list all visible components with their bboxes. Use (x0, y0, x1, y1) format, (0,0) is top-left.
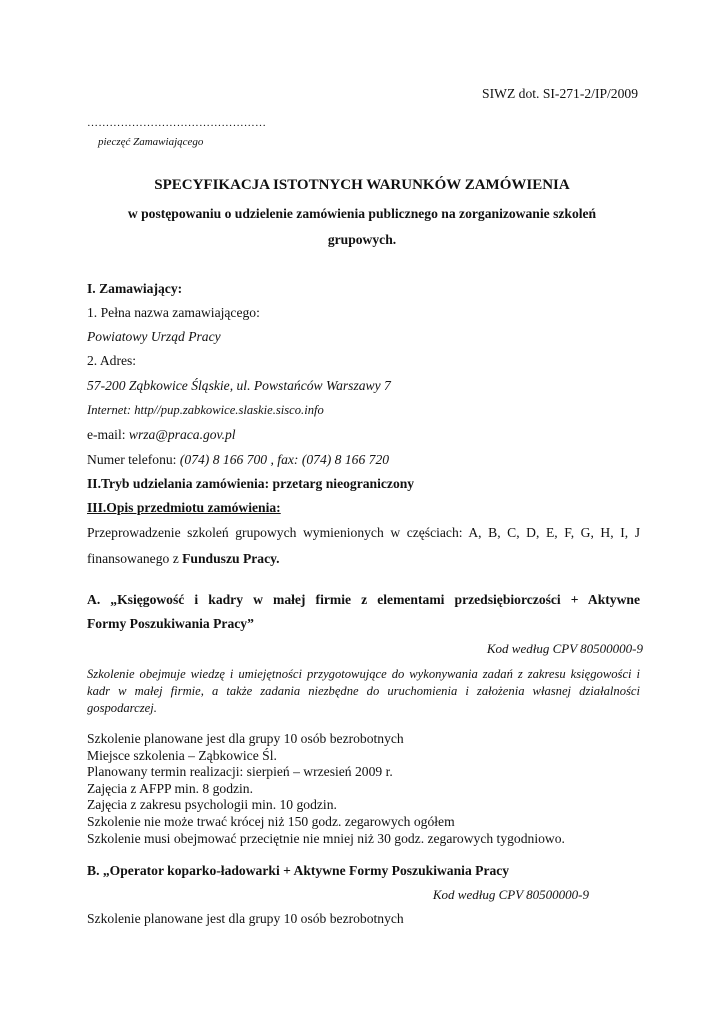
part-b-cpv-code: Kod według CPV 80500000-9 (432, 887, 589, 902)
section-3-intro-line1: Przeprowadzenie szkoleń grupowych wymienionych w częściach: A, B, C, D, E, F, G, H, I, J (87, 525, 640, 540)
phone-line (87, 452, 389, 468)
stamp-label: pieczęć Zamawiającego (98, 136, 204, 148)
email-line (87, 427, 236, 443)
email-value: wrza@praca.gov.pl (128, 427, 236, 442)
phone-label: Numer telefonu: (87, 452, 180, 467)
part-a-detail: Zajęcia z zakresu psychologii min. 10 godzin. (87, 797, 337, 813)
section-3-intro-line2 (87, 551, 280, 567)
address-value: 57-200 Ząbkowice Śląskie, ul. Powstańców Warszawy 7 (87, 378, 391, 393)
email-label: e-mail: (87, 427, 129, 442)
part-a-detail: Szkolenie nie może trwać krócej niż 150 godz. zegarowych ogółem (87, 813, 455, 829)
part-a-details (87, 731, 565, 847)
part-a-cpv-code: Kod według CPV 80500000-9 (486, 641, 643, 656)
section-2-heading: II.Tryb udzielania zamówienia: przetarg nieograniczony (87, 476, 415, 491)
document-subtitle-line1: w postępowaniu o udzielenie zamówienia publicznego na zorganizowanie szkoleń (127, 206, 597, 221)
part-a-detail: Miejsce szkolenia – Ząbkowice Śl. (87, 747, 277, 763)
full-name-label: 1. Pełna nazwa zamawiającego: (87, 305, 260, 320)
document-reference: SIWZ dot. SI-271-2/IP/2009 (482, 86, 638, 101)
funding-prefix: finansowanego z (87, 551, 183, 566)
part-b-detail: Szkolenie planowane jest dla grupy 10 osób bezrobotnych (87, 911, 404, 926)
stamp-dotted-line: ………………………………………… (87, 117, 267, 129)
part-a-detail: Szkolenie planowane jest dla grupy 10 osób bezrobotnych (87, 731, 404, 746)
section-3-heading: III.Opis przedmiotu zamówienia: (87, 500, 281, 515)
full-name-value: Powiatowy Urząd Pracy (87, 329, 221, 344)
part-b-title: B. „Operator koparko-ładowarki + Aktywne Formy Poszukiwania Pracy (87, 863, 510, 878)
address-label: 2. Adres: (87, 353, 137, 368)
internet-address: Internet: http//pup.zabkowice.slaskie.sisco.info (87, 403, 324, 417)
part-a-detail: Szkolenie musi obejmować przeciętnie nie mniej niż 30 godz. zegarowych tygodniowo. (87, 830, 565, 846)
part-a-detail: Zajęcia z AFPP min. 8 godzin. (87, 780, 253, 796)
part-a-description: Szkolenie obejmuje wiedzę i umiejętności przygotowujące do wykonywania zadań z zakresu księgowości i kadr w małej firmie, a także zadania niezbędne do uruchomienia i założenia własnej działalności gospodarczej. (87, 667, 640, 715)
part-a-title-line1: A. „Księgowość i kadry w małej firmie z elementami przedsiębiorczości + Aktywne (87, 592, 640, 607)
part-a-title-line2: Formy Poszukiwania Pracy” (87, 616, 254, 631)
phone-value: (074) 8 166 700 , fax: (074) 8 166 720 (179, 452, 390, 467)
funding-source: Funduszu Pracy. (182, 551, 280, 566)
part-a-detail: Planowany termin realizacji: sierpień – wrzesień 2009 r. (87, 764, 393, 780)
document-subtitle-line2: grupowych. (327, 232, 397, 247)
section-1-heading: I. Zamawiający: (87, 281, 183, 296)
document-title: SPECYFIKACJA ISTOTNYCH WARUNKÓW ZAMÓWIENIA (154, 177, 570, 193)
